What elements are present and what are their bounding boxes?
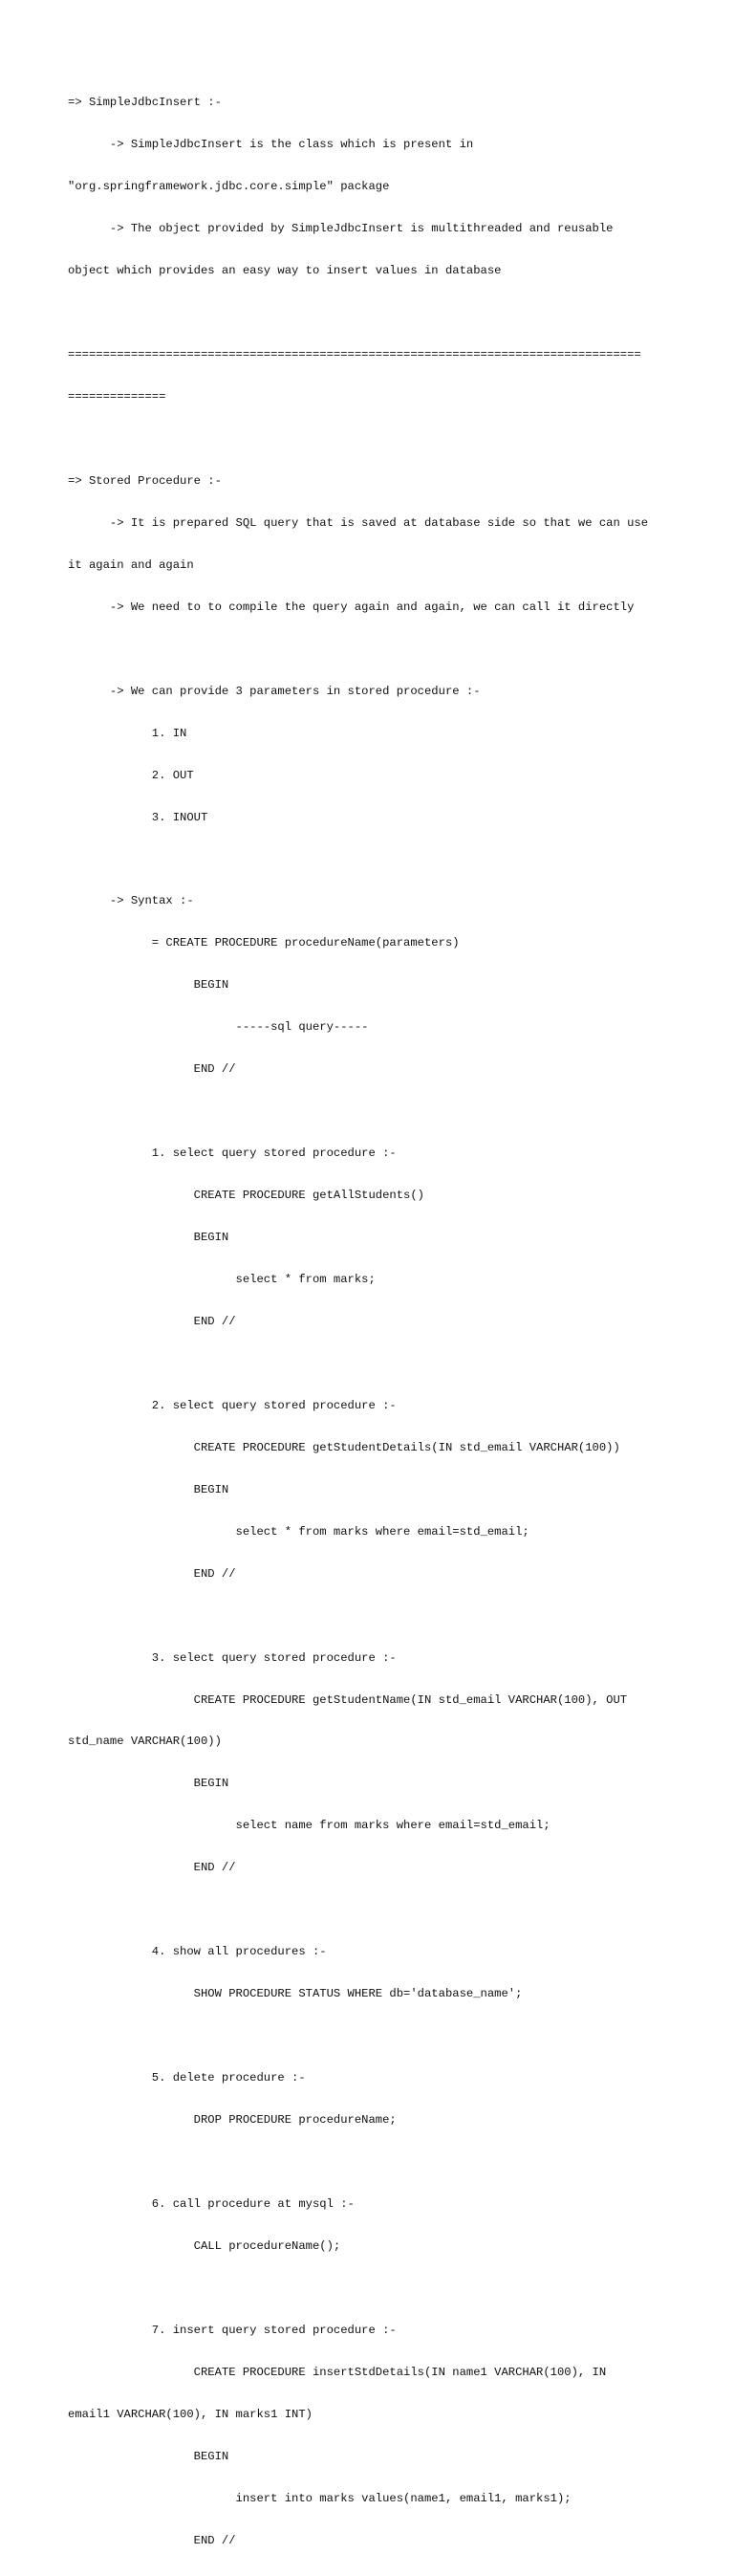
code-line: BEGIN [68,978,229,993]
code-line: DROP PROCEDURE procedureName; [68,2113,397,2128]
code-line: -----sql query----- [68,1020,369,1035]
text-line: -> Syntax :- [68,894,194,908]
code-line: END // [68,1314,236,1328]
document-text [68,68,680,2576]
list-item: 3. select query stored procedure :- [68,1650,397,1665]
code-line: BEGIN [68,1231,229,1245]
code-line: std_name VARCHAR(100)) [68,1735,222,1749]
text-line: -> It is prepared SQL query that is saved at database side so that we can use [68,515,649,530]
list-item: 5. delete procedure :- [68,2071,306,2085]
blank-line [68,1104,680,1119]
code-line: CREATE PROCEDURE getStudentDetails(IN std_email VARCHAR(100)) [68,1440,620,1454]
code-line: CREATE PROCEDURE getStudentName(IN std_email VARCHAR(100), OUT [68,1692,628,1707]
blank-line [68,1903,680,1917]
list-item: 7. insert query stored procedure :- [68,2323,397,2337]
text-line: it again and again [68,557,194,572]
code-line: END // [68,1062,236,1077]
text-line: object which provides an easy way to insert values in database [68,264,502,278]
code-line: select name from marks where email=std_email; [68,1819,550,1833]
blank-line [68,1609,680,1624]
text-line: -> We can provide 3 parameters in stored procedure :- [68,684,481,698]
list-item: 1. IN [68,726,187,740]
code-line: END // [68,2533,236,2547]
code-line: CALL procedureName(); [68,2238,341,2253]
code-line: select * from marks where email=std_email; [68,1524,529,1539]
heading-simplejdbcinsert: => SimpleJdbcInsert :- [68,96,222,110]
heading-stored-procedure: => Stored Procedure :- [68,473,222,488]
code-line: BEGIN [68,1777,229,1791]
code-line: insert into marks values(name1, email1, marks1); [68,2491,572,2505]
code-line: SHOW PROCEDURE STATUS WHERE db='database_name'; [68,1987,523,2001]
code-line: CREATE PROCEDURE getAllStudents() [68,1189,424,1203]
separator-line: ============== [68,389,166,404]
separator-line: ================================================================================== [68,348,641,362]
list-item: 2. OUT [68,768,194,782]
text-line: "org.springframework.jdbc.core.simple" package [68,180,390,194]
text-line: -> SimpleJdbcInsert is the class which is present in [68,138,474,152]
code-line: BEGIN [68,2449,229,2463]
blank-line [68,1357,680,1371]
code-line: BEGIN [68,1482,229,1496]
list-item: 3. INOUT [68,810,208,824]
blank-line [68,432,680,447]
blank-line [68,852,680,866]
code-line: END // [68,1566,236,1581]
code-line: email1 VARCHAR(100), IN marks1 INT) [68,2407,313,2421]
code-line: = CREATE PROCEDURE procedureName(parameters) [68,936,460,950]
blank-line [68,2155,680,2170]
blank-line [68,2029,680,2043]
text-line: -> We need to to compile the query again and again, we can call it directly [68,600,635,614]
blank-line [68,306,680,320]
blank-line [68,643,680,657]
code-line: select * from marks; [68,1273,376,1286]
list-item: 2. select query stored procedure :- [68,1398,397,1412]
list-item: 4. show all procedures :- [68,1945,327,1959]
code-line: CREATE PROCEDURE insertStdDetails(IN name1 VARCHAR(100), IN [68,2365,607,2379]
text-line: -> The object provided by SimpleJdbcInsert is multithreaded and reusable [68,222,614,236]
list-item: 6. call procedure at mysql :- [68,2196,355,2211]
list-item: 1. select query stored procedure :- [68,1146,397,1161]
blank-line [68,2281,680,2296]
code-line: END // [68,1861,236,1875]
